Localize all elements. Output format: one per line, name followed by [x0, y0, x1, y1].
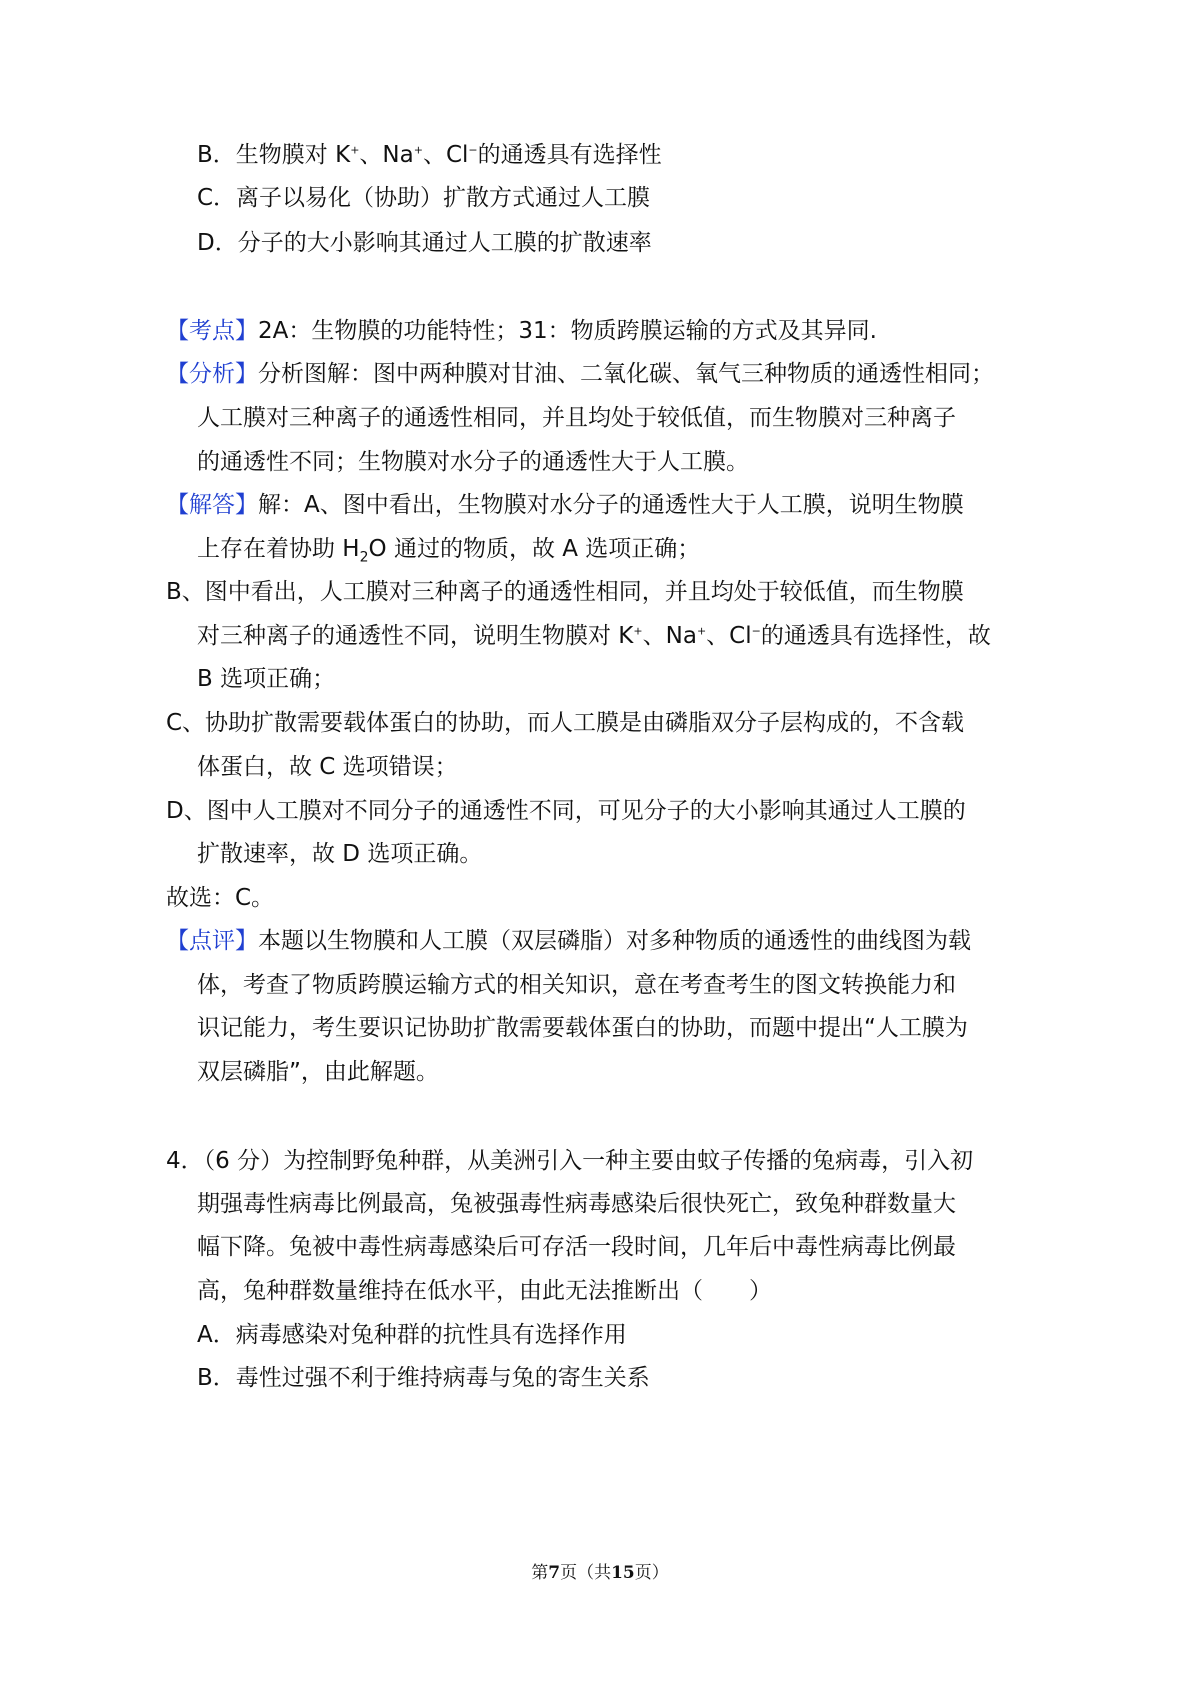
jieda-b-line-3: B 选项正确；: [197, 666, 336, 692]
current-page-number: 7: [548, 1563, 561, 1583]
kaodian-tag: 【考点】: [166, 318, 258, 344]
question-4-option-b: B．毒性过强不利于维持病毒与兔的寄生关系: [197, 1365, 650, 1391]
question-4-line-1: 4．（6 分）为控制野兔种群，从美洲引入一种主要由蚊子传播的兔病毒，引入初: [166, 1148, 974, 1174]
total-page-count: 15: [611, 1563, 635, 1583]
jieda-line-1: 【解答】解：A、图中看出，生物膜对水分子的通透性大于人工膜，说明生物膜: [166, 492, 964, 518]
jieda-b-line-1: B、图中看出，人工膜对三种离子的通透性相同，并且均处于较低值，而生物膜: [166, 579, 964, 605]
option-d-previous: D．分子的大小影响其通过人工膜的扩散速率: [197, 230, 652, 256]
jieda-d-line-2: 扩散速率，故 D 选项正确。: [197, 841, 483, 867]
fenxi-line-2: 人工膜对三种离子的通透性相同，并且均处于较低值，而生物膜对三种离子: [197, 405, 956, 431]
page-footer: 第7页（共15页）: [531, 1563, 669, 1583]
jieda-line-2: 上存在着协助 $H_2O$ 通过的物质，故 A 选项正确；: [197, 536, 701, 566]
dianping-line-1: 【点评】本题以生物膜和人工膜（双层磷脂）对多种物质的通透性的曲线图为载: [166, 928, 971, 954]
fenxi-tag: 【分析】: [166, 361, 258, 387]
answer-choice: 故选：C。: [166, 885, 275, 911]
question-4-line-2: 期强毒性病毒比例最高，兔被强毒性病毒感染后很快死亡，致兔种群数量大: [197, 1191, 956, 1217]
jieda-c-line-2: 体蛋白，故 C 选项错误；: [197, 754, 458, 780]
kaodian-line: 【考点】2A：生物膜的功能特性；31：物质跨膜运输的方式及其异同.: [166, 318, 877, 344]
dianping-line-3: 识记能力，考生要识记协助扩散需要载体蛋白的协助，而题中提出“人工膜为: [197, 1015, 968, 1041]
dianping-tag: 【点评】: [166, 928, 258, 954]
jieda-b-line-2: 对三种离子的通透性不同，说明生物膜对 K+、Na+、Cl−的通透具有选择性，故: [197, 623, 991, 649]
dianping-line-4: 双层磷脂”，由此解题。: [197, 1059, 439, 1085]
question-4-line-3: 幅下降。兔被中毒性病毒感染后可存活一段时间，几年后中毒性病毒比例最: [197, 1234, 956, 1260]
option-c-previous: C．离子以易化（协助）扩散方式通过人工膜: [197, 185, 651, 211]
option-b-previous: B．生物膜对 K+、Na+、Cl−的通透具有选择性: [197, 142, 662, 168]
fenxi-line-1: 【分析】分析图解：图中两种膜对甘油、二氧化碳、氧气三种物质的通透性相同；: [166, 361, 994, 387]
jieda-tag: 【解答】: [166, 492, 258, 518]
jieda-d-line-1: D、图中人工膜对不同分子的通透性不同，可见分子的大小影响其通过人工膜的: [166, 798, 966, 824]
fenxi-line-3: 的通透性不同；生物膜对水分子的通透性大于人工膜。: [197, 449, 749, 475]
question-4-line-4: 高，兔种群数量维持在低水平，由此无法推断出（ ）: [197, 1278, 772, 1304]
dianping-line-2: 体，考查了物质跨膜运输方式的相关知识，意在考查考生的图文转换能力和: [197, 972, 956, 998]
question-4-option-a: A．病毒感染对兔种群的抗性具有选择作用: [197, 1322, 627, 1348]
jieda-c-line-1: C、协助扩散需要载体蛋白的协助，而人工膜是由磷脂双分子层构成的，不含载: [166, 710, 965, 736]
